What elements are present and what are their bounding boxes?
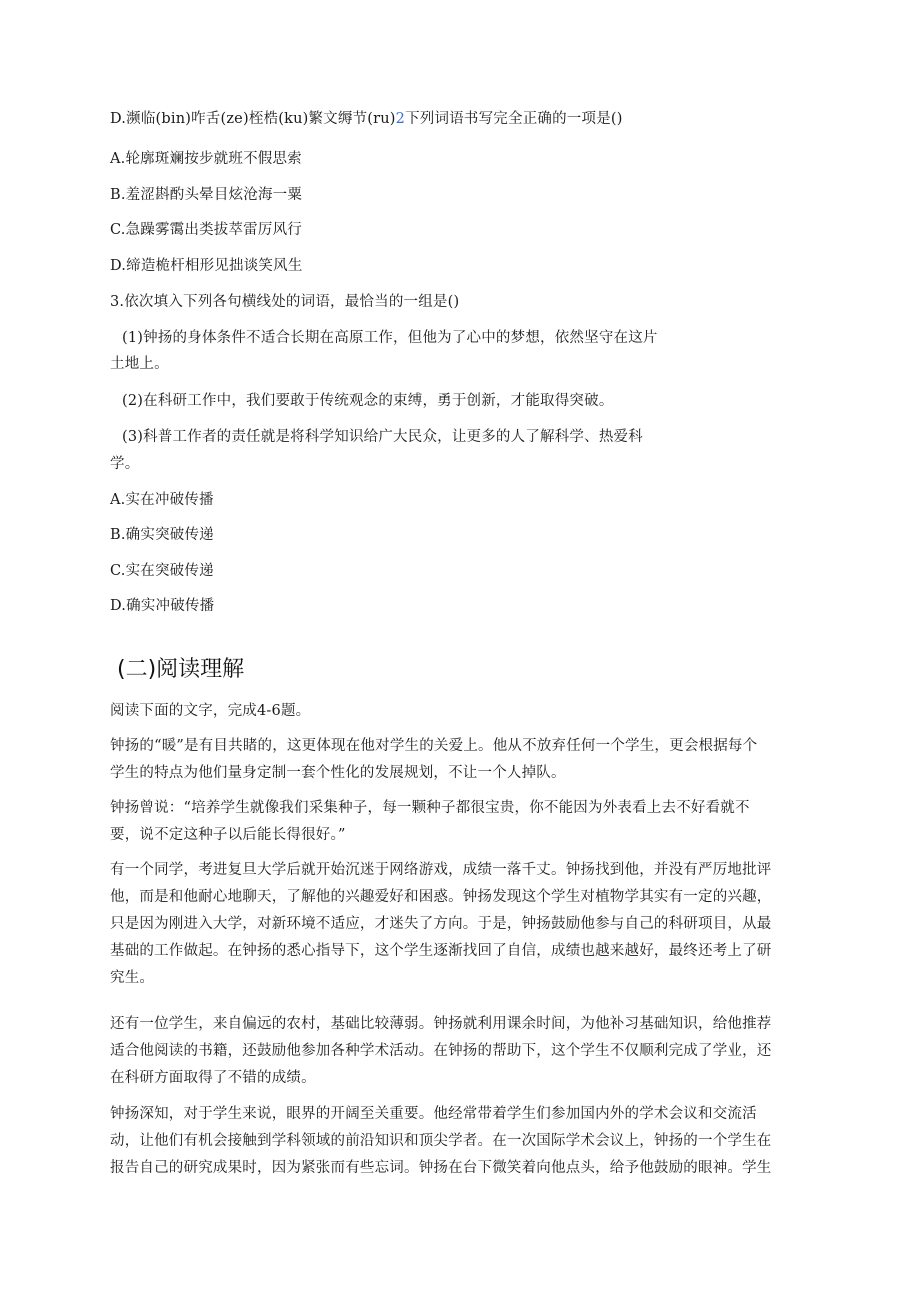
reading-paragraph-5 [110,1101,810,1182]
paragraph-line: 适合他阅读的书籍，还鼓励他参加各种学术活动。在钟扬的帮助下，这个学生不仅顺利完成了学业，还 [110,1043,772,1059]
q3-option-b: B.确实突破传递 [110,527,214,543]
reading-intro: 阅读下面的文字，完成4-6题。 [110,703,311,719]
q2-option-b: B.羞涩斟酌头晕目炫沧海一粟 [110,187,303,203]
paragraph-line: 钟扬的“暖”是有目共睹的，这更体现在他对学生的关爱上。他从不放弃任何一个学生，更会根据每个 [110,738,758,754]
q2-option-a: A.轮廓斑斓按步就班不假思索 [110,151,302,167]
paragraph-line: 报告自己的研究成果时，因为紧张而有些忘词。钟扬在台下微笑着向他点头，给予他鼓励的眼神。学生 [110,1160,772,1176]
paragraph-line: 究生。 [110,970,155,986]
q2-stem: 下列词语书写完全正确的一项是() [405,111,623,127]
section-heading: (二)阅读理解 [117,657,245,682]
q3-option-a: A.实在冲破传播 [110,492,214,508]
q3-sentence-3: (3)科普工作者的责任就是将科学知识给广大民众，让更多的人了解科学、热爱科 [122,429,643,445]
paragraph-line: 学生的特点为他们量身定制一套个性化的发展规划，不让一个人掉队。 [110,765,566,781]
paragraph-line: 还有一位学生，来自偏远的农村，基础比较薄弱。钟扬就利用课余时间，为他补习基础知识，给他推荐 [110,1016,772,1032]
reading-paragraph-3 [110,857,810,992]
q3-option-c: C.实在突破传递 [110,563,214,579]
paragraph-line: 钟扬曾说：“培养学生就像我们采集种子，每一颗种子都很宝贵，你不能因为外表看上去不好看就不 [110,800,750,816]
reading-paragraph-4 [110,1011,810,1092]
q2-number: 2 [395,111,406,127]
q3-sentence-3-cont: 学。 [110,456,140,472]
paragraph-line: 基础的工作做起。在钟扬的悉心指导下，这个学生逐渐找回了自信，成绩也越来越好，最终还考上了研 [110,943,772,959]
q3-sentence-1-cont: 土地上。 [110,356,169,372]
q1-option-d: D.濒临(bin)咋舌(ze)桎梏(ku)繁文缛节(ru) [110,111,396,127]
q3-sentence-2: (2)在科研工作中，我们要敢于传统观念的束缚，勇于创新，才能取得突破。 [122,393,614,409]
paragraph-line: 他，而是和他耐心地聊天，了解他的兴趣爱好和困惑。钟扬发现这个学生对植物学其实有一定的兴趣， [110,889,772,905]
q3-option-d: D.确实冲破传播 [110,598,215,614]
paragraph-line: 动，让他们有机会接触到学科领域的前沿知识和顶尖学者。在一次国际学术会议上，钟扬的一个学生在 [110,1133,772,1149]
reading-paragraph-2 [110,795,810,849]
reading-paragraph-1 [110,733,810,787]
paragraph-line: 在科研方面取得了不错的成绩。 [110,1070,316,1086]
paragraph-line: 钟扬深知，对于学生来说，眼界的开阔至关重要。他经常带着学生们参加国内外的学术会议和交流活 [110,1106,757,1122]
q3-sentence-1: (1)钟扬的身体条件不适合长期在高原工作，但他为了心中的梦想，依然坚守在这片 [122,330,658,346]
q1-option-d-and-q2-stem [110,109,623,129]
q2-option-d: D.缔造桅杆相形见拙谈笑风生 [110,258,303,274]
paragraph-line: 要，说不定这种子以后能长得很好。” [110,827,346,843]
q3-stem: 3.依次填入下列各句横线处的词语，最恰当的一组是() [110,294,460,310]
paragraph-line: 有一个同学，考进复旦大学后就开始沉迷于网络游戏，成绩一落千丈。钟扬找到他，并没有严厉地批评 [110,862,772,878]
q2-option-c: C.急躁雾霭出类拔萃雷厉风行 [110,222,302,238]
paragraph-line: 只是因为刚进入大学，对新环境不适应，才迷失了方向。于是，钟扬鼓励他参与自己的科研项目，从最 [110,916,772,932]
